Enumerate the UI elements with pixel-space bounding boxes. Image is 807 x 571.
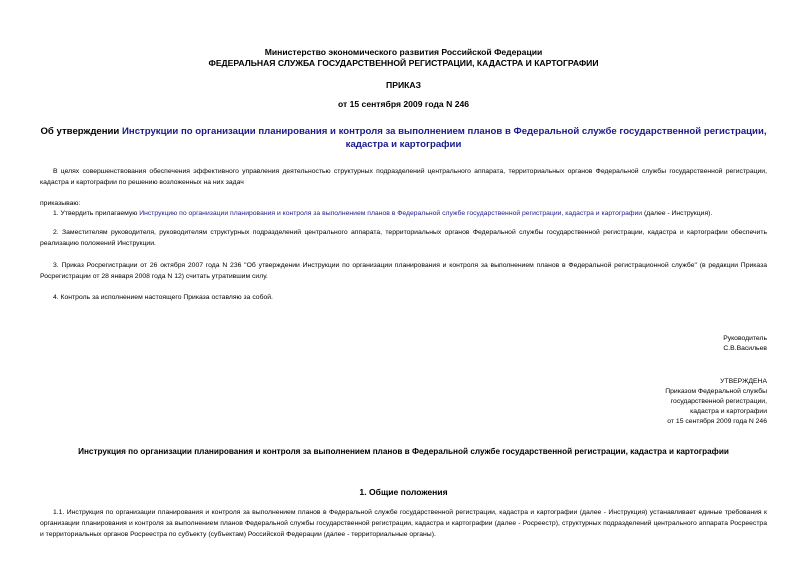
item-4: 4. Контроль за исполнением настоящего Приказа оставляю за собой.: [53, 294, 273, 301]
ministry-name: Министерство экономического развития Российской Федерации: [264, 47, 543, 57]
item-1-prefix: 1. Утвердить прилагаемую: [53, 210, 140, 217]
item-1-suffix: (далее - Инструкция).: [642, 210, 713, 217]
signature-name: С.В.Васильев: [723, 345, 767, 352]
approval-line-4: кадастра и картографии: [690, 408, 767, 415]
approval-line-5: от 15 сентября 2009 года N 246: [667, 418, 767, 425]
section-1-paragraph-1: 1.1. Инструкция по организации планирования и контроля за выполнением планов в Федеральной службе государственной регистрации, кадастра и картографии (далее - Инструкция) устанавливает единые требования к организации планирования и контроля за выполнением планов Федеральной службы государственной регистрации, кадастра и картографии (далее - Росреестр), структурных подразделений центрального аппарата Росреестра и территориальных органов Росреестра по субъекту (субъектам) Российской Федерации (далее - территориальные органы).: [40, 509, 767, 538]
order-title: [0, 125, 807, 151]
order-title-link[interactable]: Инструкции по организации планирования и контроля за выполнением планов в Федеральной службе государственной регистрации, кадастра и картографии: [122, 126, 767, 150]
doc-date-number: от 15 сентября 2009 года N 246: [337, 99, 470, 109]
instruction-title: Инструкция по организации планирования и контроля за выполнением планов в Федеральной службе государственной регистрации, кадастра и картографии: [78, 447, 729, 456]
item-2: 2. Заместителям руководителя, руководителям структурных подразделений центрального аппарата, территориальных органов Федеральной службы государственной регистрации, кадастра и картографии обеспечить реализацию положений Инструкции.: [40, 229, 767, 247]
item-1: [53, 209, 712, 218]
item-1-link[interactable]: Инструкцию по организации планирования и контроля за выполнением планов в Федеральной службе государственной регистрации, кадастра и картографии: [139, 210, 643, 217]
section-1-heading: 1. Общие положения: [359, 487, 448, 497]
doc-type: ПРИКАЗ: [386, 80, 421, 90]
preamble: В целях совершенствования обеспечения эффективного управления деятельностью структурных подразделений центрального аппарата, территориальных органов Федеральной службы государственной регистрации, кадастра и картографии по решению возложенных на них задач: [40, 168, 767, 186]
order-title-prefix: Об утверждении: [40, 126, 122, 137]
approval-line-1: УТВЕРЖДЕНА: [720, 378, 767, 385]
signature-role: Руководитель: [723, 335, 767, 342]
approval-line-2: Приказом Федеральной службы: [665, 388, 767, 395]
order-word: приказываю:: [40, 200, 81, 207]
item-3: 3. Приказ Росрегистрации от 26 октября 2007 года N 236 "Об утверждении Инструкции по организации планирования и контроля за выполнением планов в Федеральной регистрационной службе" (в редакции Приказа Росрегистрации от 28 января 2008 года N 12) считать утратившим силу.: [40, 262, 767, 280]
service-name: ФЕДЕРАЛЬНАЯ СЛУЖБА ГОСУДАРСТВЕННОЙ РЕГИСТРАЦИИ, КАДАСТРА И КАРТОГРАФИИ: [208, 58, 599, 68]
approval-line-3: государственной регистрации,: [670, 398, 767, 405]
